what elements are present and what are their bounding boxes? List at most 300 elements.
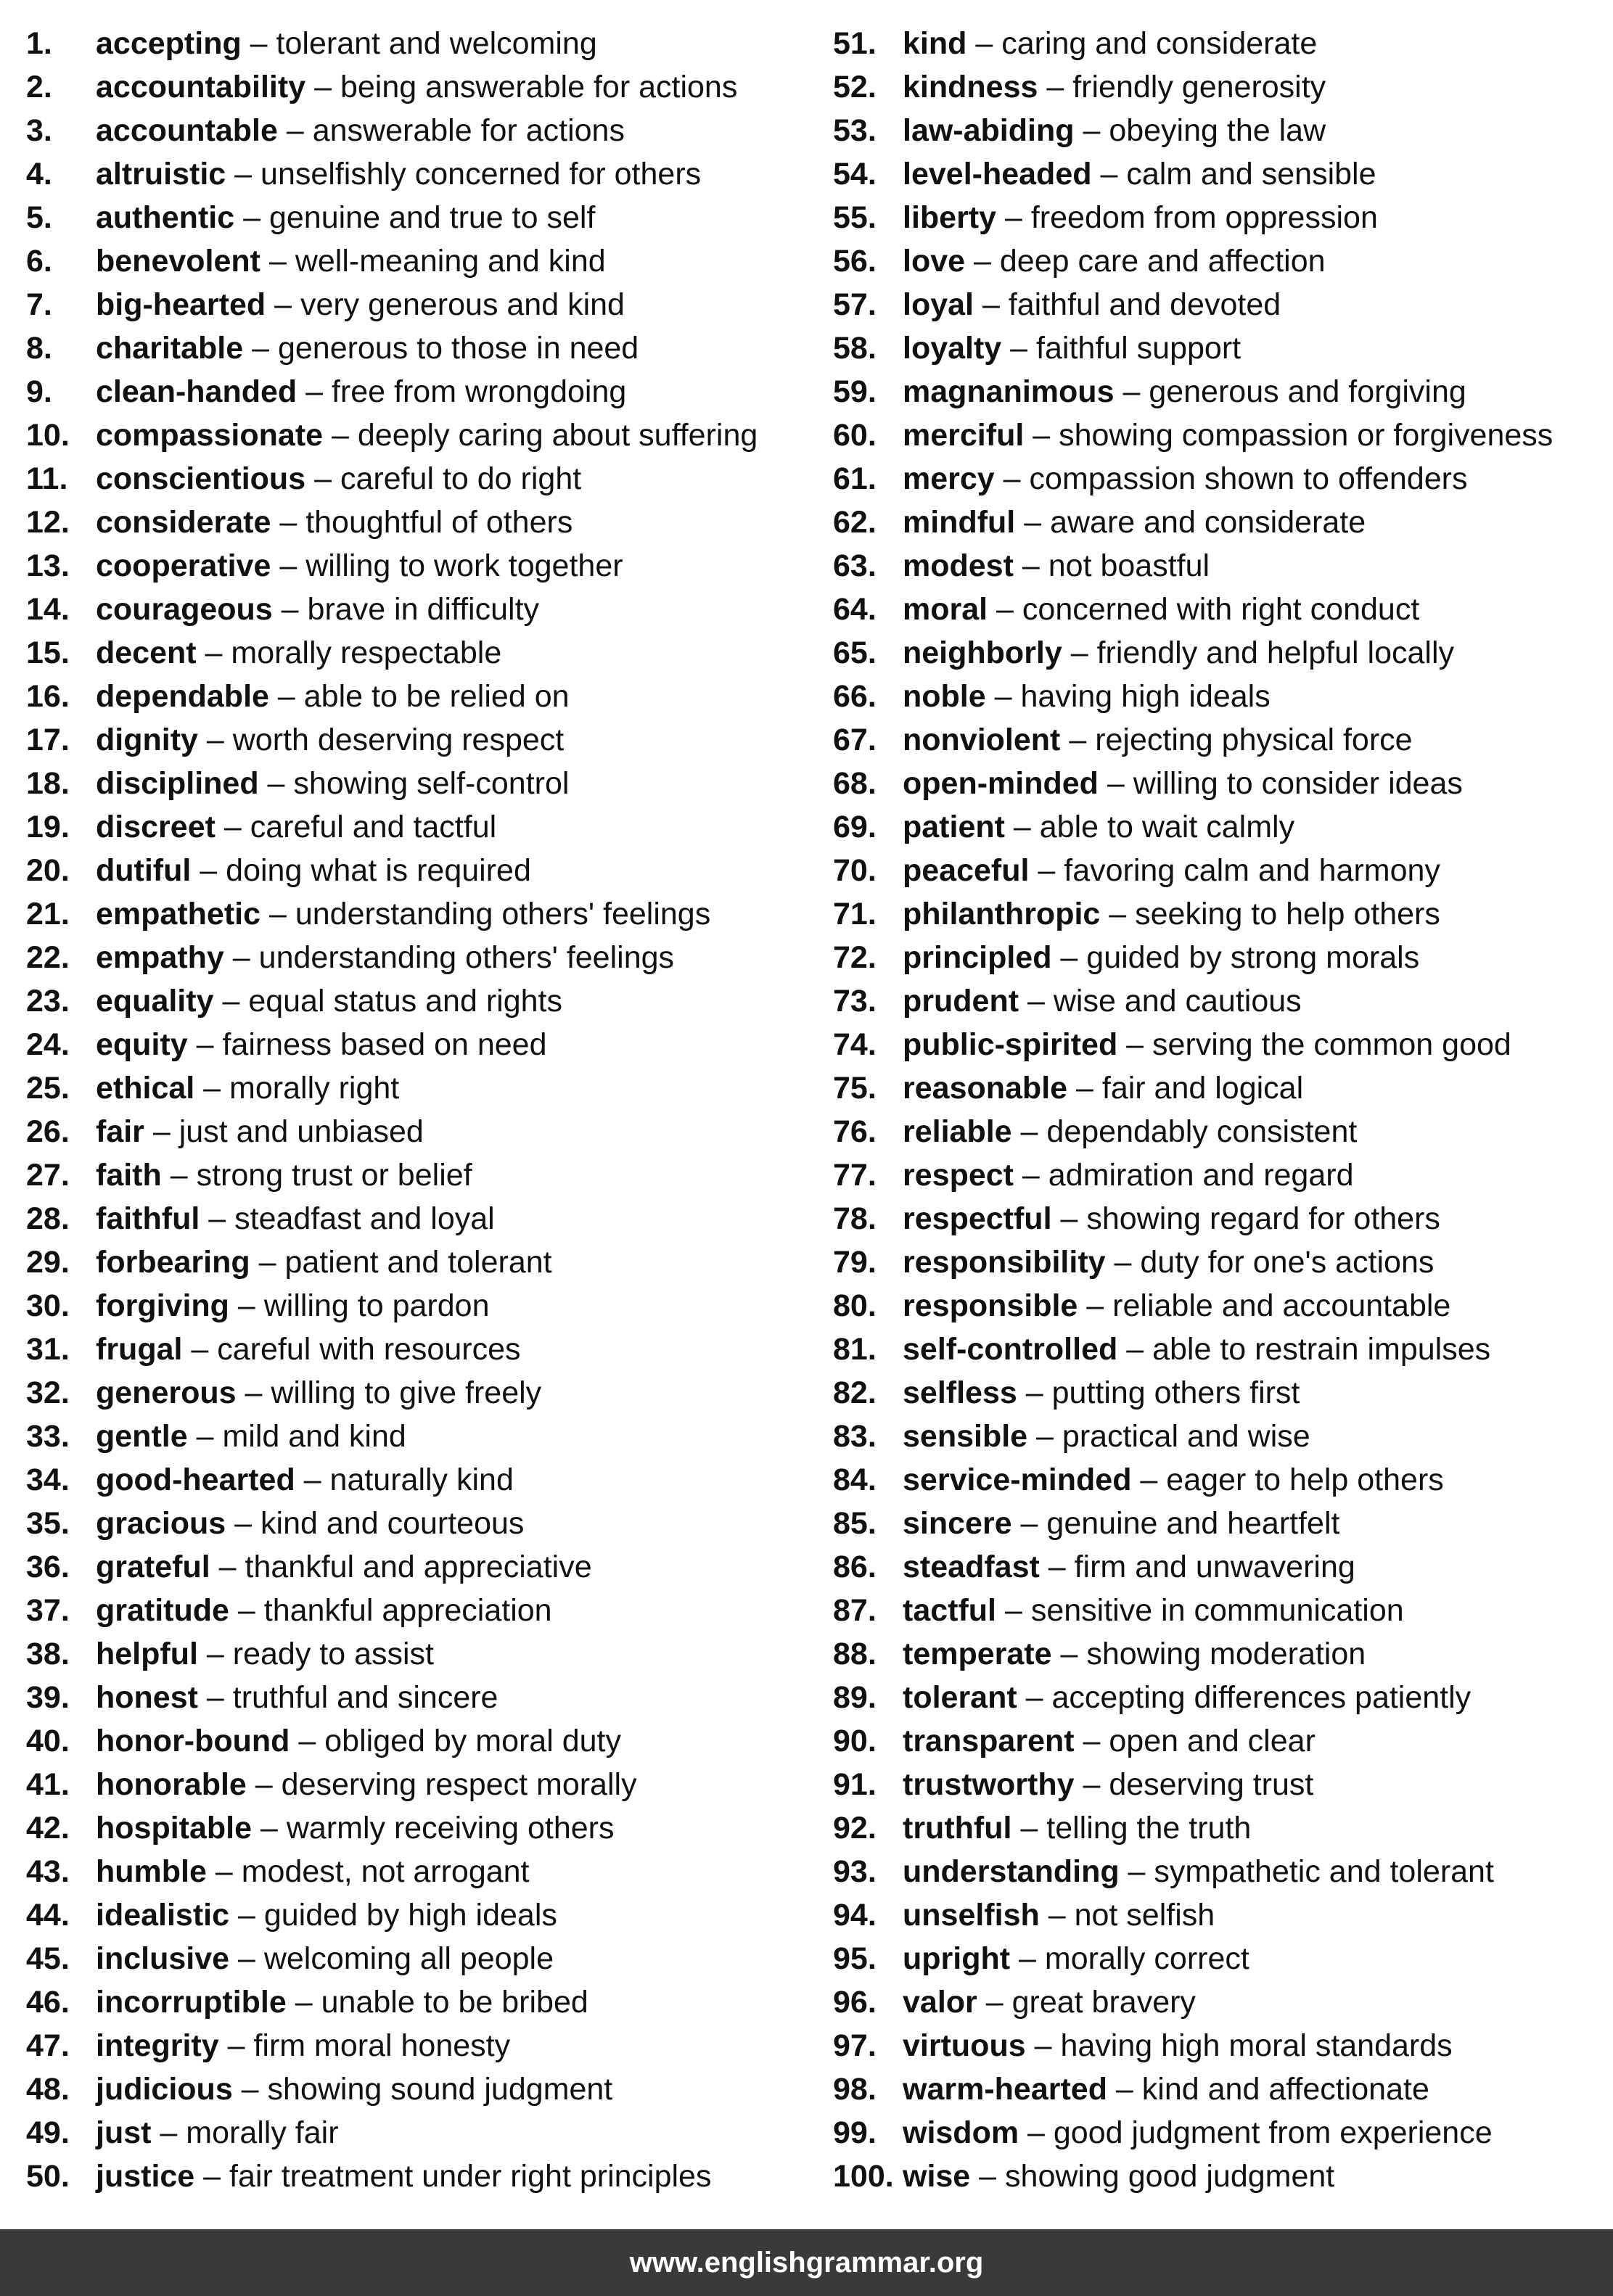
item-word: idealistic [96,1898,230,1933]
item-separator: – [206,1854,242,1889]
item-number: 70. [833,853,877,888]
item-number: 68. [833,766,877,801]
item-definition: firm moral honesty [253,2028,511,2063]
list-item [833,65,1613,109]
list-item [833,1023,1613,1066]
item-separator: – [297,374,332,409]
item-separator: – [229,1288,264,1323]
item-definition: putting others first [1051,1375,1300,1410]
item-word: grateful [96,1550,210,1584]
item-number: 77. [833,1158,877,1193]
item-separator: – [966,26,1002,61]
item-word: mindful [903,505,1016,540]
item-separator: – [271,548,306,583]
list-item [833,1806,1613,1850]
item-number: 50. [26,2159,70,2194]
footer-bar [0,2229,1613,2296]
item-separator: – [196,635,231,670]
item-definition: deserving trust [1109,1767,1314,1802]
item-separator: – [1060,723,1096,757]
item-number: 59. [833,374,877,409]
list-item [833,1893,1613,1937]
item-word: reliable [903,1114,1012,1149]
item-word: altruistic [96,157,226,192]
item-definition: open and clear [1109,1724,1316,1758]
item-definition: just and unbiased [178,1114,424,1149]
item-word: merciful [903,418,1025,453]
item-separator: – [985,679,1021,714]
item-word: accepting [96,26,242,61]
list-item [833,283,1613,326]
list-item [833,109,1613,152]
item-separator: – [272,592,308,627]
item-separator: – [187,1027,223,1062]
item-word: honorable [96,1767,247,1802]
item-separator: – [182,1332,218,1367]
item-number: 3. [26,113,52,148]
item-definition: warmly receiving others [286,1811,615,1846]
item-word: steadfast [903,1550,1040,1584]
item-separator: – [1027,1419,1062,1454]
item-number: 42. [26,1811,70,1846]
item-number: 14. [26,592,70,627]
item-definition: generous to those in need [277,331,639,366]
item-definition: aware and considerate [1050,505,1366,540]
item-separator: – [1062,635,1097,670]
item-separator: – [1091,157,1127,192]
item-number: 53. [833,113,877,148]
item-word: reasonable [903,1071,1068,1106]
item-definition: deserving respect morally [281,1767,637,1802]
item-definition: worth deserving respect [232,723,565,757]
item-separator: – [1017,1680,1052,1715]
item-separator: – [1011,1114,1047,1149]
item-separator: – [226,1506,261,1541]
item-definition: favoring calm and harmony [1064,853,1440,888]
item-separator: – [1051,940,1087,975]
list-item [833,2155,1613,2198]
list-item [26,544,810,588]
item-definition: having high ideals [1020,679,1271,714]
list-item [26,1719,810,1763]
list-item [26,2155,810,2198]
item-separator: – [1074,1724,1109,1758]
item-definition: sensitive in communication [1030,1593,1404,1628]
item-separator: – [1039,1550,1075,1584]
list-item [833,22,1613,65]
item-separator: – [1004,810,1040,844]
item-separator: – [194,2159,230,2194]
item-separator: – [305,461,340,496]
item-separator: – [1105,1245,1141,1280]
list-item [26,1110,810,1153]
list-item [26,1197,810,1240]
list-item [26,762,810,805]
item-word: honest [96,1680,198,1715]
item-definition: wise and cautious [1053,984,1302,1019]
list-item [26,239,810,283]
item-definition: fair and logical [1101,1071,1304,1106]
item-number: 65. [833,635,877,670]
item-word: service-minded [903,1462,1132,1497]
item-separator: – [1067,1071,1102,1106]
item-number: 98. [833,2072,877,2107]
item-definition: genuine and true to self [268,200,596,235]
item-separator: – [988,592,1022,627]
item-word: fair [96,1114,144,1149]
word-list-right-column [833,22,1613,2198]
item-number: 85. [833,1506,877,1541]
item-definition: obeying the law [1109,113,1326,148]
item-word: big-hearted [96,287,266,322]
list-item [26,2067,810,2111]
list-item [26,22,810,65]
item-number: 25. [26,1071,70,1106]
item-number: 9. [26,374,52,409]
item-separator: – [1051,1637,1087,1671]
item-word: decent [96,635,197,670]
item-number: 8. [26,331,52,366]
item-definition: brave in difficulty [307,592,540,627]
item-number: 29. [26,1245,70,1280]
item-number: 21. [26,897,70,931]
item-definition: practical and wise [1062,1419,1310,1454]
item-definition: guided by strong morals [1086,940,1420,975]
item-word: upright [903,1941,1011,1976]
item-number: 1. [26,26,52,61]
item-number: 13. [26,548,70,583]
item-word: clean-handed [96,374,297,409]
item-separator: – [1019,984,1054,1019]
item-definition: willing to give freely [271,1375,542,1410]
item-number: 35. [26,1506,70,1541]
item-number: 76. [833,1114,877,1149]
item-number: 17. [26,723,70,757]
item-number: 41. [26,1767,70,1802]
item-definition: rejecting physical force [1095,723,1413,757]
item-separator: – [151,2115,186,2150]
list-item [26,1458,810,1502]
item-separator: – [246,1767,282,1802]
item-number: 7. [26,287,52,322]
item-number: 43. [26,1854,70,1889]
item-separator: – [1011,1506,1047,1541]
item-definition: unable to be bribed [321,1985,588,2020]
list-item [26,1589,810,1632]
item-number: 58. [833,331,877,366]
item-separator: – [1013,1158,1048,1193]
list-item [26,631,810,675]
item-number: 73. [833,984,877,1019]
item-number: 86. [833,1550,877,1584]
item-word: cooperative [96,548,271,583]
item-word: respect [903,1158,1014,1193]
list-item [26,1937,810,1980]
item-definition: good judgment from experience [1053,2115,1493,2150]
item-separator: – [1010,1941,1045,1976]
item-definition: being answerable for actions [340,70,738,104]
item-definition: faithful and devoted [1008,287,1281,322]
list-item [833,936,1613,979]
item-separator: – [1015,505,1051,540]
list-item [26,2024,810,2067]
item-word: public-spirited [903,1027,1118,1062]
list-item [833,1719,1613,1763]
list-item [26,413,810,457]
list-item [833,326,1613,370]
item-definition: willing to work together [305,548,623,583]
list-item [833,413,1613,457]
list-item [833,1066,1613,1110]
item-number: 5. [26,200,52,235]
item-word: tactful [903,1593,996,1628]
item-separator: – [1013,548,1048,583]
item-definition: not selfish [1074,1898,1215,1933]
item-definition: accepting differences patiently [1051,1680,1472,1715]
list-item [26,1066,810,1110]
item-number: 60. [833,418,877,453]
item-number: 12. [26,505,70,540]
item-definition: faithful support [1036,331,1241,366]
item-separator: – [226,157,261,192]
item-number: 45. [26,1941,70,1976]
item-number: 39. [26,1680,70,1715]
item-number: 89. [833,1680,877,1715]
item-separator: – [1117,1332,1153,1367]
list-item [833,196,1613,239]
list-item [833,1850,1613,1893]
item-word: equity [96,1027,188,1062]
item-word: courageous [96,592,273,627]
item-separator: – [260,897,295,931]
item-word: forgiving [96,1288,229,1323]
item-separator: – [268,679,304,714]
item-number: 54. [833,157,877,192]
item-definition: sympathetic and tolerant [1154,1854,1494,1889]
item-word: generous [96,1375,237,1410]
item-separator: – [1039,1898,1075,1933]
item-separator: – [197,1637,233,1671]
list-item [833,588,1613,631]
item-number: 91. [833,1767,877,1802]
item-number: 95. [833,1941,877,1976]
item-number: 66. [833,679,877,714]
item-separator: – [1119,1854,1154,1889]
item-separator: – [277,113,313,148]
item-word: helpful [96,1637,198,1671]
item-separator: – [290,1724,325,1758]
item-definition: showing good judgment [1005,2159,1335,2194]
list-item [26,979,810,1023]
item-number: 61. [833,461,877,496]
list-item [833,457,1613,501]
item-number: 72. [833,940,877,975]
item-word: trustworthy [903,1767,1075,1802]
item-separator: – [1114,374,1149,409]
list-item [26,1632,810,1676]
item-definition: duty for one's actions [1140,1245,1435,1280]
item-word: authentic [96,200,235,235]
list-item [26,1980,810,2024]
item-number: 97. [833,2028,877,2063]
item-definition: very generous and kind [300,287,625,322]
item-definition: free from wrongdoing [331,374,627,409]
list-item [26,1893,810,1937]
item-number: 82. [833,1375,877,1410]
item-definition: generous and forgiving [1149,374,1466,409]
item-number: 30. [26,1288,70,1323]
item-word: hospitable [96,1811,253,1846]
item-separator: – [213,984,249,1019]
item-separator: – [260,244,295,279]
item-word: open-minded [903,766,1099,801]
item-word: judicious [96,2072,233,2107]
item-definition: strong trust or belief [196,1158,472,1193]
item-number: 94. [833,1898,877,1933]
item-definition: serving the common good [1152,1027,1511,1062]
item-separator: – [223,940,259,975]
item-definition: concerned with right conduct [1022,592,1420,627]
item-separator: – [197,1680,233,1715]
list-item [26,457,810,501]
list-item [833,152,1613,196]
list-item [833,1502,1613,1545]
item-separator: – [200,1201,235,1236]
list-item [26,1545,810,1589]
list-item [26,1023,810,1066]
item-word: forbearing [96,1245,250,1280]
item-separator: – [1078,1288,1113,1323]
list-item [26,1328,810,1371]
item-definition: welcoming all people [263,1941,554,1976]
item-separator: – [305,70,340,104]
list-item [833,762,1613,805]
list-item [833,1937,1613,1980]
list-item [833,1589,1613,1632]
item-word: sensible [903,1419,1028,1454]
list-item [26,326,810,370]
item-number: 96. [833,1985,877,2020]
item-definition: modest, not arrogant [241,1854,530,1889]
item-definition: seeking to help others [1135,897,1440,931]
item-number: 18. [26,766,70,801]
item-number: 37. [26,1593,70,1628]
item-word: principled [903,940,1052,975]
item-word: valor [903,1985,977,2020]
item-word: temperate [903,1637,1052,1671]
item-separator: – [1011,1811,1047,1846]
item-separator: – [187,1419,223,1454]
item-number: 2. [26,70,52,104]
item-number: 62. [833,505,877,540]
item-number: 46. [26,1985,70,2020]
item-separator: – [1017,1375,1052,1410]
item-word: frugal [96,1332,183,1367]
item-definition: compassion shown to offenders [1029,461,1468,496]
list-item [833,1153,1613,1197]
list-item [26,152,810,196]
item-word: understanding [903,1854,1120,1889]
list-item [833,1328,1613,1371]
item-definition: tolerant and welcoming [276,26,597,61]
item-word: honor-bound [96,1724,290,1758]
list-item [833,1197,1613,1240]
item-number: 99. [833,2115,877,2150]
item-separator: – [210,1550,245,1584]
item-separator: – [977,1985,1012,2020]
item-word: dutiful [96,853,192,888]
item-word: integrity [96,2028,219,2063]
item-separator: – [1131,1462,1167,1497]
list-item [26,501,810,544]
item-number: 27. [26,1158,70,1193]
item-separator: – [234,200,269,235]
list-item [26,588,810,631]
list-item [833,892,1613,936]
item-word: noble [903,679,986,714]
item-word: kindness [903,70,1038,104]
list-item [26,1806,810,1850]
item-number: 19. [26,810,70,844]
item-separator: – [194,1071,230,1106]
item-definition: showing moderation [1086,1637,1366,1671]
item-number: 36. [26,1550,70,1584]
item-number: 11. [26,461,68,496]
item-word: justice [96,2159,195,2194]
list-item [26,1153,810,1197]
item-separator: – [229,1941,264,1976]
item-separator: – [295,1462,330,1497]
item-word: good-hearted [96,1462,295,1497]
list-item [26,1284,810,1328]
item-separator: – [144,1114,179,1149]
item-definition: reliable and accountable [1112,1288,1451,1323]
item-word: liberty [903,200,997,235]
item-word: warm-hearted [903,2072,1107,2107]
item-word: discreet [96,810,216,844]
list-item [833,2024,1613,2067]
item-number: 26. [26,1114,70,1149]
item-definition: showing self-control [293,766,570,801]
item-separator: – [994,461,1030,496]
item-separator: – [218,2028,254,2063]
list-item [833,1980,1613,2024]
item-number: 24. [26,1027,70,1062]
item-number: 88. [833,1637,877,1671]
item-separator: – [1051,1201,1087,1236]
list-item [26,1850,810,1893]
item-number: 33. [26,1419,70,1454]
item-number: 80. [833,1288,877,1323]
item-word: gratitude [96,1593,229,1628]
item-word: sincere [903,1506,1012,1541]
item-word: philanthropic [903,897,1101,931]
item-separator: – [232,2072,268,2107]
item-definition: fair treatment under right principles [229,2159,712,2194]
list-item [833,631,1613,675]
item-number: 84. [833,1462,877,1497]
item-definition: willing to consider ideas [1133,766,1463,801]
item-word: incorruptible [96,1985,287,2020]
list-item [833,805,1613,849]
list-item [833,979,1613,1023]
item-word: inclusive [96,1941,230,1976]
list-item [833,239,1613,283]
item-separator: – [243,331,278,366]
item-separator: – [1074,113,1109,148]
item-separator: – [970,2159,1006,2194]
item-word: prudent [903,984,1019,1019]
